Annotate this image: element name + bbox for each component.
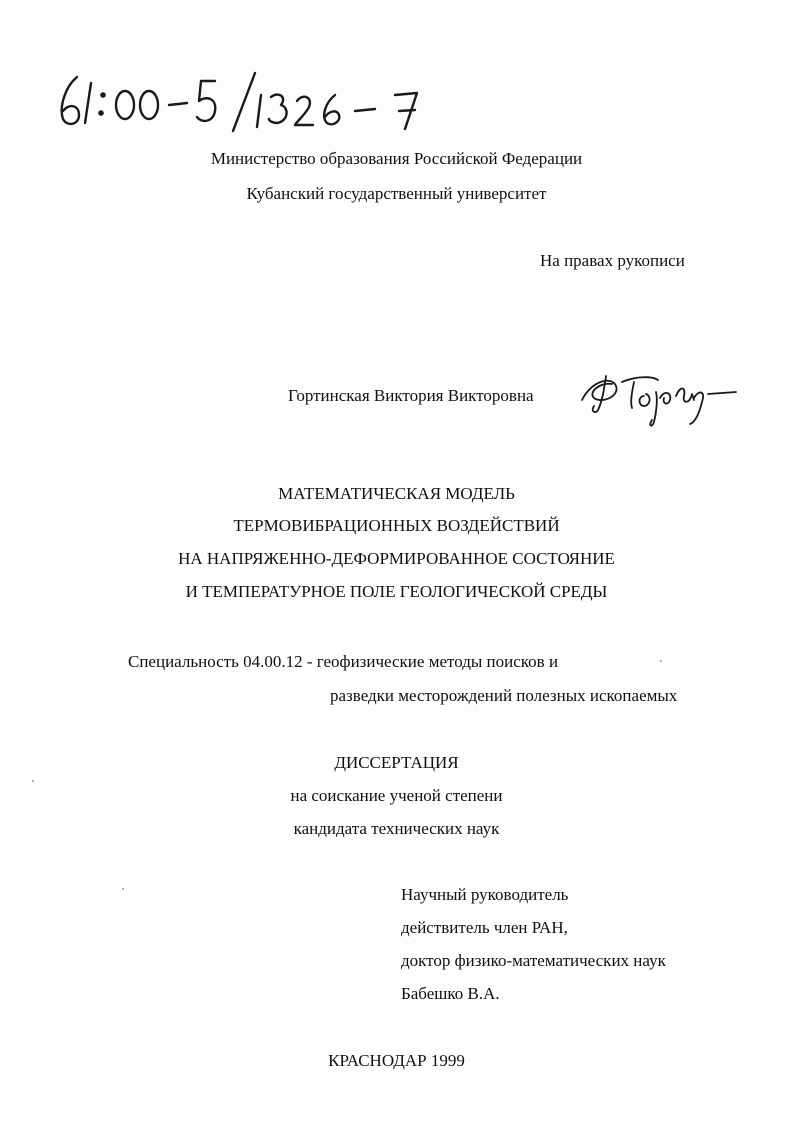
ministry-name: Министерство образования Российской Федерации xyxy=(210,149,583,168)
university-name: Кубанский государственный университет xyxy=(246,184,547,203)
specialty-line-1: Специальность 04.00.12 - геофизические методы поисков и xyxy=(128,652,559,671)
city-year: КРАСНОДАР 1999 xyxy=(328,1051,465,1070)
supervisor-degree: доктор физико-математических наук xyxy=(401,951,666,970)
author-name: Гортинская Виктория Викторовна xyxy=(288,386,534,405)
scan-speck xyxy=(122,888,124,890)
specialty-line-2: разведки месторождений полезных ископаемых xyxy=(330,686,678,705)
dissertation-label: ДИССЕРТАЦИЯ xyxy=(334,753,459,772)
scan-speck xyxy=(32,780,34,782)
scan-speck xyxy=(660,660,662,662)
supervisor-name: Бабешко В.А. xyxy=(401,984,500,1003)
degree-line-1: на соискание ученой степени xyxy=(290,786,503,805)
title-line-2: ТЕРМОВИБРАЦИОННЫХ ВОЗДЕЙСТВИЙ xyxy=(233,516,560,535)
manuscript-rights-note: На правах рукописи xyxy=(540,251,685,270)
title-line-1: МАТЕМАТИЧЕСКАЯ МОДЕЛЬ xyxy=(278,484,515,503)
degree-line-2: кандидата технических наук xyxy=(293,819,500,838)
author-signature xyxy=(572,362,742,432)
supervisor-rank: действитель член РАН, xyxy=(401,918,568,937)
handwritten-catalog-number xyxy=(55,65,435,135)
supervisor-role: Научный руководитель xyxy=(401,885,569,904)
title-line-4: И ТЕМПЕРАТУРНОЕ ПОЛЕ ГЕОЛОГИЧЕСКОЙ СРЕДЫ xyxy=(185,582,608,601)
title-line-3: НА НАПРЯЖЕННО-ДЕФОРМИРОВАННОЕ СОСТОЯНИЕ xyxy=(178,549,615,568)
